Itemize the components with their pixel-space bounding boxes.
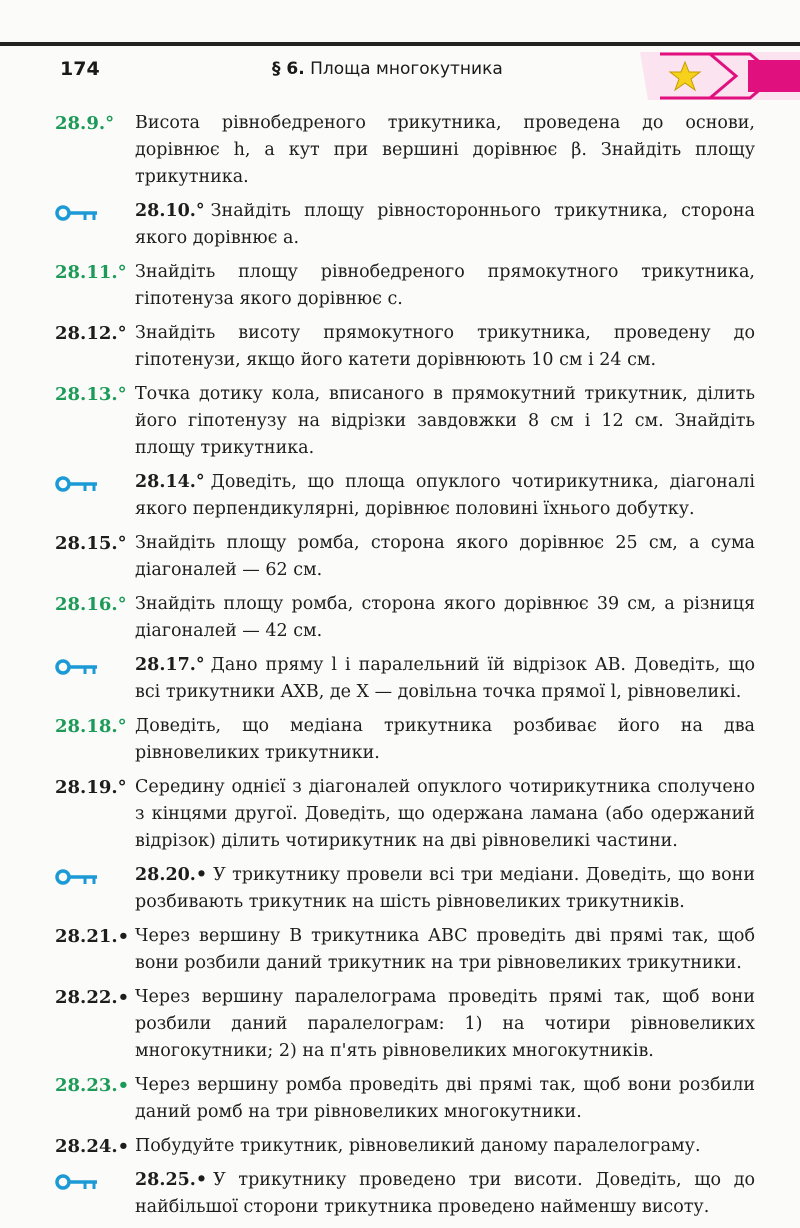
exercise-item <box>55 1133 755 1160</box>
page-number: 174 <box>60 58 100 80</box>
key-marker <box>55 652 135 676</box>
exercise-number: 28.18.° <box>55 716 127 737</box>
exercise-text: Знайдіть площу ромба, сторона якого дорівнює 39 см, а різниця діагоналей — 42 см. <box>135 594 755 641</box>
top-rule <box>0 42 800 46</box>
exercise-text: Побудуйте трикутник, рівновеликий даному паралелограму. <box>135 1136 701 1156</box>
exercise-text <box>135 652 755 706</box>
exercise-item <box>55 1167 755 1221</box>
exercise-number: 28.13.° <box>55 384 127 405</box>
key-marker <box>55 862 135 886</box>
exercise-number: 28.17.° <box>135 655 205 675</box>
exercise-body: У трикутнику проведено три висоти. Доведіть, що до найбільшої сторони трикутника проведено найменшу висоту. <box>135 1170 755 1217</box>
exercise-number: 28.16.° <box>55 594 127 615</box>
exercise-item <box>55 774 755 855</box>
exercise-item <box>55 1072 755 1126</box>
exercise-text: Через вершину паралелограма проведіть прямі так, щоб вони розбили даний паралелограм: 1) на чотири рівновеликих многокутники; 2) на п'ять рівновеликих многокутників. <box>135 987 755 1061</box>
exercise-number: 28.21.• <box>55 926 130 947</box>
exercise-number: 28.23.• <box>55 1075 130 1096</box>
exercise-item <box>55 652 755 706</box>
exercise-text: Через вершину ромба проведіть дві прямі так, щоб вони розбили даний ромб на три рівновеликих многокутники. <box>135 1075 755 1122</box>
exercise-item <box>55 713 755 767</box>
exercise-text: Доведіть, що медіана трикутника розбиває його на два рівновеликих трикутники. <box>135 716 755 763</box>
exercise-text: Через вершину B трикутника ABC проведіть дві прямі так, щоб вони розбили даний трикутник на три рівновеликих трикутники. <box>135 926 755 973</box>
exercise-number: 28.20.• <box>135 865 208 885</box>
key-marker <box>55 469 135 493</box>
exercise-body: Дано пряму l і паралельний їй відрізок AB. Доведіть, що всі трикутники AXB, де X — довільна точка прямої l, рівновеликі. <box>135 655 755 702</box>
exercise-list <box>55 110 755 1228</box>
exercise-item <box>55 469 755 523</box>
exercise-number: 28.11.° <box>55 262 127 283</box>
exercise-item <box>55 198 755 252</box>
section-name: Площа многокутника <box>310 59 503 79</box>
exercise-item <box>55 381 755 462</box>
exercise-number: 28.19.° <box>55 777 127 798</box>
exercise-text: Знайдіть площу рівнобедреного прямокутного трикутника, гіпотенуза якого дорівнює c. <box>135 262 755 309</box>
exercise-number: 28.12.° <box>55 323 127 344</box>
section-title <box>272 59 503 79</box>
exercise-text <box>135 469 755 523</box>
exercise-item <box>55 320 755 374</box>
exercise-number: 28.14.° <box>135 472 205 492</box>
key-marker <box>55 1167 135 1191</box>
exercise-text: Знайдіть площу ромба, сторона якого дорівнює 25 см, а сума діагоналей — 62 см. <box>135 533 755 580</box>
exercise-item <box>55 259 755 313</box>
exercise-number: 28.9.° <box>55 113 115 134</box>
key-icon <box>55 204 99 222</box>
key-icon <box>55 475 99 493</box>
exercise-body: Доведіть, що площа опуклого чотирикутника, діагоналі якого перпендикулярні, дорівнює половині їхнього добутку. <box>135 472 755 519</box>
page-header <box>0 52 800 92</box>
exercise-body: У трикутнику провели всі три медіани. Доведіть, що вони розбивають трикутник на шість рівновеликих трикутників. <box>135 865 755 912</box>
exercise-text <box>135 198 755 252</box>
corner-decoration <box>640 52 800 100</box>
exercise-item <box>55 923 755 977</box>
exercise-item <box>55 591 755 645</box>
exercise-number: 28.24.• <box>55 1136 130 1157</box>
section-number: § 6. <box>272 59 305 79</box>
key-marker <box>55 198 135 222</box>
key-icon <box>55 868 99 886</box>
exercise-text: Точка дотику кола, вписаного в прямокутний трикутник, ділить його гіпотенузу на відрізки завдовжки 8 см і 12 см. Знайдіть площу трикутника. <box>135 384 755 458</box>
exercise-number: 28.15.° <box>55 533 127 554</box>
exercise-body: Знайдіть площу рівностороннього трикутника, сторона якого дорівнює a. <box>135 201 755 248</box>
key-icon <box>55 658 99 676</box>
exercise-text: Знайдіть висоту прямокутного трикутника, проведену до гіпотенузи, якщо його катети дорівнюють 10 см і 24 см. <box>135 323 755 370</box>
exercise-item <box>55 530 755 584</box>
exercise-number: 28.10.° <box>135 201 205 221</box>
exercise-text: Висота рівнобедреного трикутника, проведена до основи, дорівнює h, а кут при вершині дорівнює β. Знайдіть площу трикутника. <box>135 113 755 187</box>
exercise-text: Середину однієї з діагоналей опуклого чотирикутника сполучено з кінцями другої. Доведіть, що одержана ламана (або одержаний відрізок) ділить чотирикутник на дві рівновеликі частини. <box>135 777 755 851</box>
exercise-number: 28.25.• <box>135 1170 208 1190</box>
exercise-number: 28.22.• <box>55 987 130 1008</box>
exercise-item <box>55 862 755 916</box>
exercise-text <box>135 1167 755 1221</box>
key-icon <box>55 1173 99 1191</box>
exercise-text <box>135 862 755 916</box>
exercise-item <box>55 110 755 191</box>
exercise-item <box>55 984 755 1065</box>
